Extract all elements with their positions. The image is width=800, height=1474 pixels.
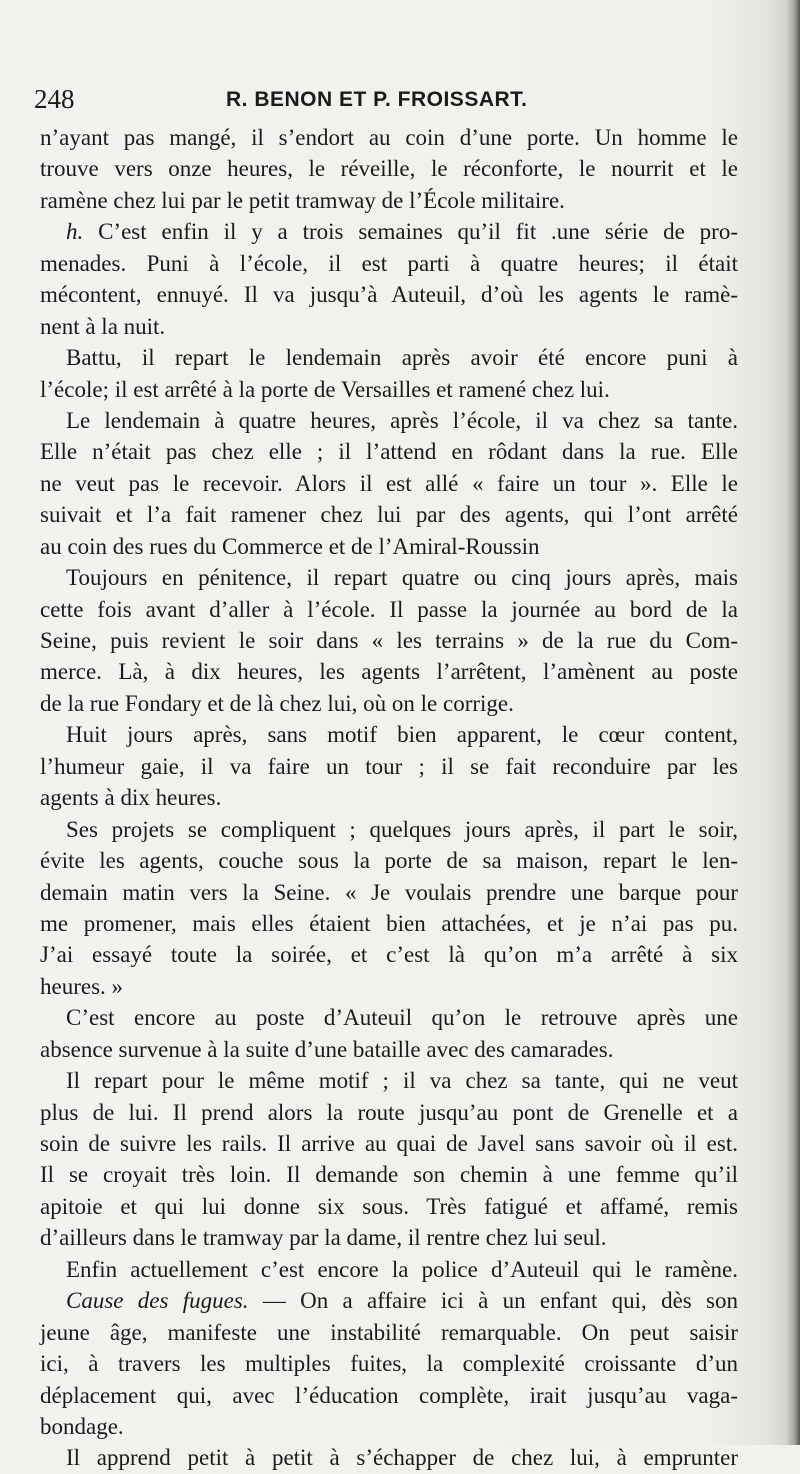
- text-line: menades. Puni à l’école, il est parti à quatre heures; il était: [40, 250, 738, 276]
- text-line: ramène chez lui par le petit tramway de l’École militaire.: [40, 187, 565, 213]
- text-line: heures. »: [40, 973, 124, 999]
- text-line: déplacement qui, avec l’éducation complète, irait jusqu’au vaga-: [40, 1382, 738, 1408]
- text-line: de la rue Fondary et de là chez lui, où on le corrige.: [40, 690, 514, 716]
- text-line: h. C’est enfin il y a trois semaines qu’il fit .une série de pro-: [66, 219, 738, 245]
- running-head: [34, 84, 764, 116]
- text-line: ici, à travers les multiples fuites, la complexité croissante d’un: [40, 1351, 738, 1377]
- text-line: J’ai essayé toute la soirée, et c’est là qu’on m’a arrêté à six: [40, 942, 738, 968]
- text-line: me promener, mais elles étaient bien attachées, et je n’ai pas pu.: [40, 910, 738, 936]
- text-line: Ses projets se compliquent ; quelques jours après, il part le soir,: [66, 816, 738, 842]
- text-line: bondage.: [40, 1413, 124, 1439]
- body-text: [40, 122, 738, 1474]
- text-line: apitoie et qui lui donne six sous. Très fatigué et affamé, remis: [40, 1193, 738, 1219]
- text-line: C’est encore au poste d’Auteuil qu’on le retrouve après une: [66, 1005, 738, 1031]
- text-line: ne veut pas le recevoir. Alors il est allé « faire un tour ». Elle le: [40, 470, 738, 496]
- text-line: Il apprend petit à petit à s’échapper de chez lui, à emprunter: [66, 1445, 738, 1471]
- text-line: soin de suivre les rails. Il arrive au quai de Javel sans savoir où il est.: [40, 1131, 738, 1156]
- text-line: Enfin actuellement c’est encore la police d’Auteuil qui le ramène.: [66, 1256, 738, 1282]
- text-line: suivait et l’a fait ramener chez lui par des agents, qui l’ont arrêté: [40, 502, 738, 528]
- text-line: cette fois avant d’aller à l’école. Il passe la journée au bord de la: [40, 596, 738, 622]
- text-line: Elle n’était pas chez elle ; il l’attend en rôdant dans la rue. Elle: [40, 439, 738, 465]
- text-line: demain matin vers la Seine. « Je voulais prendre une barque pour: [40, 879, 738, 905]
- text-line: jeune âge, manifeste une instabilité remarquable. On peut saisir: [40, 1319, 738, 1345]
- text-line: Le lendemain à quatre heures, après l’école, il va chez sa tante.: [66, 407, 738, 433]
- text-line: Toujours en pénitence, il repart quatre ou cinq jours après, mais: [66, 565, 738, 591]
- text-line: mécontent, ennuyé. Il va jusqu’à Auteuil, d’où les agents le ramè-: [40, 282, 738, 308]
- text-line: l’école; il est arrêté à la porte de Versailles et ramené chez lui.: [40, 376, 610, 402]
- text-line: agents à dix heures.: [40, 785, 222, 811]
- page-spine-shadow: [786, 0, 800, 1445]
- text-line: Il repart pour le même motif ; il va chez sa tante, qui ne veut: [66, 1068, 738, 1094]
- text-line: plus de lui. Il prend alors la route jusqu’au pont de Grenelle et a: [40, 1099, 738, 1125]
- text-line: Cause des fugues. — On a affaire ici à un enfant qui, dès son: [66, 1288, 738, 1314]
- text-line: Il se croyait très loin. Il demande son chemin à une femme qu’il: [40, 1162, 738, 1188]
- running-title: R. BENON ET P. FROISSART.: [226, 88, 528, 111]
- text-line: Seine, puis revient le soir dans « les terrains » de la rue du Com-: [40, 628, 738, 653]
- text-line: au coin des rues du Commerce et de l’Amiral-Roussin: [40, 533, 540, 559]
- text-line: absence survenue à la suite d’une bataille avec des camarades.: [40, 1036, 614, 1062]
- page-number: 248: [34, 84, 75, 114]
- text-line: évite les agents, couche sous la porte de sa maison, repart le len-: [40, 848, 738, 874]
- text-line: nent à la nuit.: [40, 313, 166, 339]
- text-line: Battu, il repart le lendemain après avoir été encore puni à: [66, 345, 738, 371]
- text-line: merce. Là, à dix heures, les agents l’arrêtent, l’amènent au poste: [40, 659, 738, 685]
- text-line: l’humeur gaie, il va faire un tour ; il se fait reconduire par les: [40, 753, 738, 779]
- text-line: n’ayant pas mangé, il s’endort au coin d’une porte. Un homme le: [40, 125, 738, 150]
- text-line: trouve vers onze heures, le réveille, le réconforte, le nourrit et le: [40, 156, 738, 182]
- text-line: Huit jours après, sans motif bien apparent, le cœur content,: [66, 722, 738, 748]
- text-line: d’ailleurs dans le tramway par la dame, il rentre chez lui seul.: [40, 1225, 607, 1251]
